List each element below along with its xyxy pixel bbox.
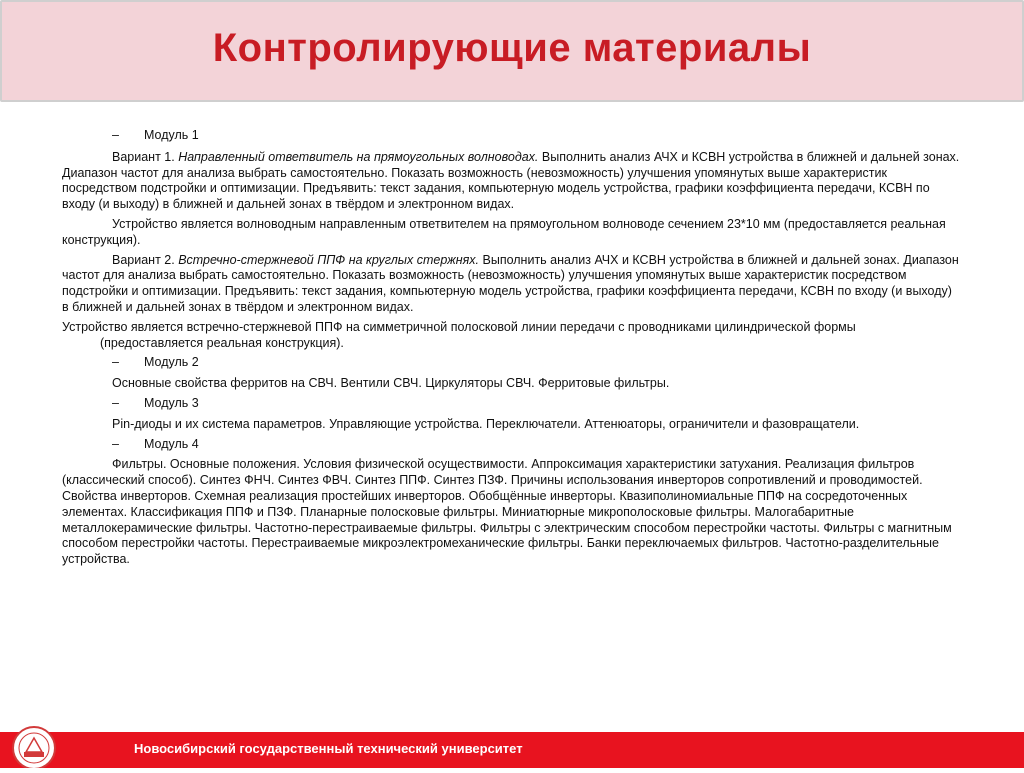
module-4-heading [62,437,962,453]
module-2-label: Модуль 2 [144,355,199,370]
university-name: Новосибирский государственный технический университет [134,741,523,756]
university-logo [8,720,60,768]
dash-bullet: – [112,436,119,451]
dash-bullet: – [112,395,119,410]
module-4-text: Фильтры. Основные положения. Условия физической осуществимости. Аппроксимация характеристики затухания. Реализация фильтров (классический способ). Синтез ФНЧ. Синтез ФВЧ. Синтез ППФ. Синтез ПЗФ. Причины использования инверторов сопротивлений и проводимостей. Свойства инверторов. Схемная реализация простейших инверторов. Обобщённые инверторы. Квазиполиномиальные ППФ на сосредоточенных элементах. Классификация ППФ и ПЗФ. Планарные полосковые фильтры. Миниатюрные микрополосковые фильтры. Малогабаритные металлокерамические фильтры. Частотно-перестраиваемые фильтры. Фильтры с электрическим способом перестройки частоты. Фильтры с магнитным способом перестройки частоты. Перестраиваемые микроэлектромеханические фильтры. Банки переключаемых фильтров. Частотно-разделительные устройства. [62,457,952,567]
module-3-label: Модуль 3 [144,395,199,410]
module-3-text: Pin-диоды и их система параметров. Управляющие устройства. Переключатели. Аттенюаторы, ограничители и фазовращатели. [112,416,860,431]
variant-2-title: Встречно-стержневой ППФ на круглых стержнях. [178,252,480,267]
slide-content [62,128,962,572]
module-4-label: Модуль 4 [144,436,199,451]
page-title: Контролирующие материалы [212,26,812,70]
variant-2-text: Выполнить анализ АЧХ и КСВН устройства в ближней и дальней зонах. Диапазон частот для анализа выбрать самостоятельно. Показать возможность (невозможность) улучшения упомянутых выше характеристик посредством подстройки и оптимизации. Предъявить: текст задания, компьютерную модель устройства, графики коэффициента передачи, КСВН по входу (и выходу) в ближней и дальней зонах в твёрдом и электронном видах. [62,252,959,314]
dash-bullet: – [112,128,119,142]
variant-1-title: Направленный ответвитель на прямоугольных волноводах. [178,149,539,164]
module-3-heading [62,396,962,412]
variant-2-paragraph [62,253,962,316]
footer-bar [0,732,1024,768]
variant-1-text: Выполнить анализ АЧХ и КСВН устройства в ближней и дальней зонах. Диапазон частот для анализа выбрать самостоятельно. Показать возможность (невозможность) улучшения упомянутых выше характеристик посредством подстройки и оптимизации. Предъявить: текст задания, компьютерную модель устройства, графики коэффициента передачи, КСВН по входу (и выходу) в ближней и дальней зонах в твёрдом и электронном видах. [62,149,960,212]
variant-1-label: Вариант 1. [112,149,175,164]
module-1-heading [62,128,962,144]
module-2-heading [62,355,962,371]
module-2-text: Основные свойства ферритов на СВЧ. Вентили СВЧ. Циркуляторы СВЧ. Ферритовые фильтры. [112,376,670,391]
variant-2-device: Устройство является встречно-стержневой ППФ на симметричной полосковой линии передачи с проводниками цилиндрической формы (предоставляется реальная конструкция). [62,319,856,350]
dash-bullet: – [112,355,119,370]
title-bar [0,0,1024,102]
variant-2-label: Вариант 2. [112,252,175,267]
variant-1-device: Устройство является волноводным направленным ответвителем на прямоугольном волноводе сечением 23*10 мм (предоставляется реальная конструкция). [62,216,946,247]
module-1-label: Модуль 1 [144,128,199,142]
variant-1-paragraph [62,150,962,213]
